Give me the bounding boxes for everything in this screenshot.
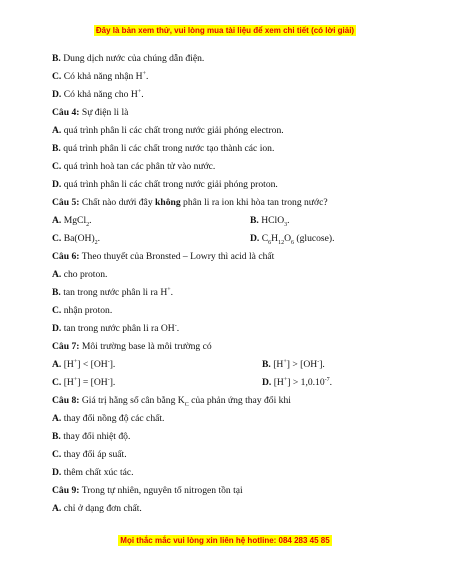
option-letter: D. xyxy=(52,89,62,100)
preview-banner xyxy=(0,26,450,35)
question-label: Câu 9: xyxy=(52,485,80,496)
option-letter: D. xyxy=(52,323,62,334)
option-letter: D. xyxy=(52,179,62,190)
question-text: Chất nào dưới đây xyxy=(81,197,153,208)
q5-option-a: A. MgCl$_2$. xyxy=(52,215,92,228)
q8-option-a xyxy=(52,410,402,428)
option-letter: B. xyxy=(52,431,61,442)
question-label: Câu 6: xyxy=(52,251,80,262)
q9-option-a xyxy=(52,500,402,518)
option-letter: D. xyxy=(250,233,260,244)
q6-option-d: D. tan trong nước phân li ra OH-. xyxy=(52,322,180,334)
formula-part: [H xyxy=(273,377,284,388)
hotline-banner-text: Mọi thắc mắc vui lòng xin liên hệ hotline: 084 283 45 85 xyxy=(120,536,330,545)
subscript: 2 xyxy=(86,221,90,228)
option-letter: B. xyxy=(250,215,259,226)
subscript: 6 xyxy=(291,239,295,246)
q7-option-b xyxy=(262,356,325,374)
option-letter: C. xyxy=(52,377,62,388)
q3-option-b xyxy=(52,50,402,68)
option-letter: C. xyxy=(52,161,62,172)
q9-stem xyxy=(52,482,402,500)
formula-part: [H xyxy=(63,377,74,388)
option-text: Dung dịch nước của chúng dẫn điện. xyxy=(63,53,205,64)
option-text: quá trình phân li các chất trong nước tạo thành các ion. xyxy=(63,143,275,154)
option-text: tan trong nước phân li ra H xyxy=(63,287,168,298)
question-text: Sự điện li là xyxy=(81,107,129,118)
option-letter: A. xyxy=(52,359,62,370)
option-text: quá trình phân li các chất trong nước giải phóng proton. xyxy=(63,179,278,190)
question-emphasis: không xyxy=(155,197,181,208)
superscript: + xyxy=(73,376,78,383)
question-text: Môi trường base là môi trường có xyxy=(81,341,212,352)
option-text: (glucose). xyxy=(296,233,335,244)
option-letter: C. xyxy=(52,449,62,460)
q8-stem xyxy=(52,392,402,410)
option-letter: A. xyxy=(52,269,62,280)
q6-option-c xyxy=(52,302,402,320)
q7-options-ab xyxy=(52,356,402,374)
q5-options-cd xyxy=(52,230,402,248)
formula-part: ]. xyxy=(319,359,325,370)
question-text: Trong tự nhiên, nguyên tố nitrogen tồn tại xyxy=(81,485,243,496)
superscript: + xyxy=(142,70,146,77)
q6-option-b: B. tan trong nước phân li ra H+. xyxy=(52,286,174,298)
option-letter: B. xyxy=(52,287,61,298)
hotline-banner xyxy=(0,536,450,545)
q5-option-d xyxy=(250,230,335,248)
q6-option-a xyxy=(52,266,402,284)
superscript: - xyxy=(107,376,110,383)
question-text: của phản ứng thay đổi khi xyxy=(191,395,291,406)
q4-stem xyxy=(52,104,402,122)
option-letter: B. xyxy=(262,359,271,370)
option-letter: B. xyxy=(52,143,61,154)
formula-part: [H xyxy=(273,359,284,370)
option-text: quá trình hoà tan các phân tử vào nước. xyxy=(63,161,216,172)
q4-option-a xyxy=(52,122,402,140)
option-letter: C. xyxy=(52,305,62,316)
option-text: MgCl xyxy=(63,215,87,226)
option-text: cho proton. xyxy=(63,269,108,280)
document-body xyxy=(52,50,402,518)
superscript: -7 xyxy=(324,376,330,383)
question-text: Giá trị hằng số cân bằng K xyxy=(81,395,185,406)
q4-option-b xyxy=(52,140,402,158)
question-text: phân li ra ion khi hòa tan trong nước? xyxy=(183,197,328,208)
subscript: 3 xyxy=(284,221,288,228)
formula-part: ] > [OH xyxy=(286,359,318,370)
q7-option-d: D. $[H^+] > 1,0.10^{-7}$. xyxy=(262,376,333,388)
option-text: nhận proton. xyxy=(63,305,113,316)
question-label: Câu 4: xyxy=(52,107,80,118)
option-letter: A. xyxy=(52,503,62,514)
option-letter: A. xyxy=(52,125,62,136)
superscript: + xyxy=(73,358,78,365)
q5-options-ab xyxy=(52,212,402,230)
formula-part: H xyxy=(271,233,279,244)
option-letter: B. xyxy=(52,53,61,64)
superscript: + xyxy=(283,358,287,365)
subscript: 6 xyxy=(268,239,272,246)
formula-part: ]. xyxy=(109,359,116,370)
q8-option-d xyxy=(52,464,402,482)
q4-option-c xyxy=(52,158,402,176)
q7-options-cd xyxy=(52,374,402,392)
superscript: + xyxy=(167,286,171,293)
superscript: - xyxy=(317,358,320,365)
option-text: Ba(OH) xyxy=(63,233,95,244)
option-letter: D. xyxy=(52,467,62,478)
q8-option-b xyxy=(52,428,402,446)
option-text: chỉ ở dạng đơn chất. xyxy=(63,503,142,514)
subscript: 2 xyxy=(94,239,98,246)
option-text: thay đổi nhiệt độ. xyxy=(63,431,131,442)
superscript: + xyxy=(283,376,288,383)
question-label: Câu 5: xyxy=(52,197,80,208)
q4-option-d xyxy=(52,176,402,194)
option-text: quá trình phân li các chất trong nước giải phóng electron. xyxy=(63,125,284,136)
formula-part: ]. xyxy=(109,377,116,388)
formula-part: ] < [OH xyxy=(77,359,108,370)
question-label: Câu 8: xyxy=(52,395,80,406)
question-label: Câu 7: xyxy=(52,341,80,352)
option-text: thêm chất xúc tác. xyxy=(63,467,134,478)
formula-part: C xyxy=(261,233,269,244)
subscript: 12 xyxy=(278,239,285,246)
q3-option-d: D. Có khả năng cho H+. xyxy=(52,88,144,100)
option-letter: C. xyxy=(52,233,62,244)
option-letter: A. xyxy=(52,413,62,424)
formula-part: ] = [OH xyxy=(77,377,108,388)
q7-stem xyxy=(52,338,402,356)
superscript: - xyxy=(107,358,110,365)
formula-part: ] > 1,0.10 xyxy=(287,377,325,388)
q5-option-b: B. HClO$_3$. xyxy=(250,215,290,228)
q3-option-c: C. Có khả năng nhận H+. xyxy=(52,70,149,82)
option-letter: A. xyxy=(52,215,62,226)
option-text: Có khả năng cho H xyxy=(63,89,138,100)
q5-option-c: C. $Ba(OH)_2$. xyxy=(52,233,101,246)
superscript: - xyxy=(174,322,177,329)
option-text: thay đổi nồng độ các chất. xyxy=(63,413,165,424)
q7-option-a xyxy=(52,359,115,370)
option-text: Có khả năng nhận H xyxy=(63,71,143,82)
superscript: + xyxy=(137,88,142,95)
option-text: thay đổi áp suất. xyxy=(63,449,127,460)
q8-option-c xyxy=(52,446,402,464)
option-text: tan trong nước phân li ra OH xyxy=(63,323,175,334)
option-letter: C. xyxy=(52,71,62,82)
formula-part: O xyxy=(284,233,292,244)
q6-stem xyxy=(52,248,402,266)
question-text: Theo thuyết của Bronsted – Lowry thì acid là chất xyxy=(81,251,275,262)
q7-option-c xyxy=(52,377,115,388)
option-letter: D. xyxy=(262,377,272,388)
formula-part: [H xyxy=(63,359,74,370)
subscript: C xyxy=(184,401,189,408)
option-text: HClO xyxy=(261,215,285,226)
q5-stem xyxy=(52,194,402,212)
preview-banner-text: Đây là bản xem thử, vui lòng mua tài liệu để xem chi tiết (có lời giải) xyxy=(95,26,355,35)
